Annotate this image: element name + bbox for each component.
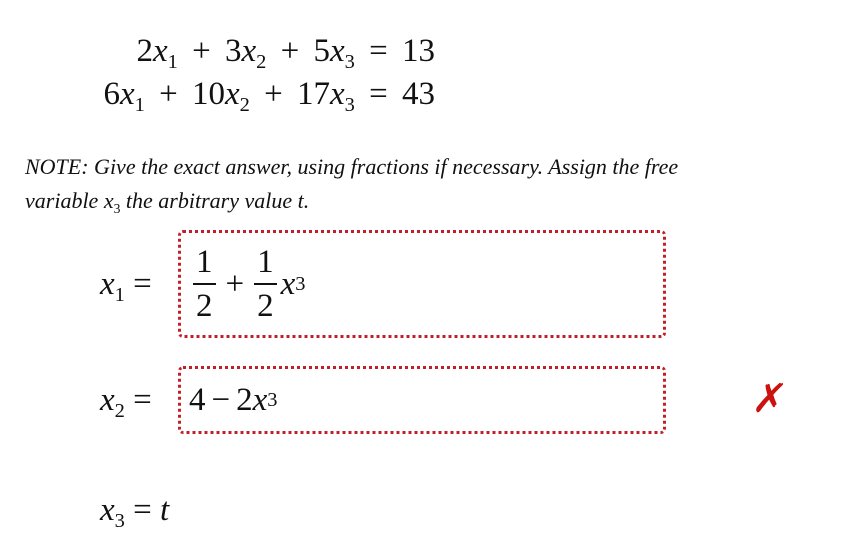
eq1-coef-1: 2 <box>136 33 153 69</box>
x3-label <box>100 492 170 533</box>
x2-label-sub: 2 <box>114 399 125 422</box>
eq2-equals: = <box>369 76 388 112</box>
x1-plus: + <box>225 265 245 302</box>
x1-fraction-1 <box>193 244 216 324</box>
x2-tail-var: x <box>252 381 268 418</box>
x1-tail-var: x <box>280 265 296 302</box>
eq2-sub-3: 3 <box>344 94 355 117</box>
x3-label-sub: 3 <box>114 510 125 533</box>
note-t: t <box>297 188 304 213</box>
eq2-op-2: + <box>264 76 283 112</box>
x2-label-var: x <box>100 381 115 418</box>
x1-equals: = <box>133 265 152 302</box>
note-text-suffix: the arbitrary value <box>120 188 298 213</box>
x2-constant: 4 <box>189 381 206 418</box>
note-line-1: NOTE: Give the exact answer, using fractions if necessary. Assign the free <box>25 154 679 179</box>
eq1-op-2: + <box>280 33 300 69</box>
x2-coefficient: 2 <box>236 381 253 418</box>
eq1-op-1: + <box>192 33 211 69</box>
eq2-sub-1: 1 <box>134 94 145 117</box>
equation-2 <box>90 73 435 116</box>
x2-label <box>100 381 178 422</box>
x1-label <box>100 265 178 306</box>
answer-row-x1 <box>100 230 666 338</box>
x1-expression: $\frac{1}{2}$ + $\frac{1}{2}$ x 3 <box>189 244 306 324</box>
x2-minus: − <box>211 381 231 418</box>
eq1-var-1: x <box>153 33 168 69</box>
x1-answer-field[interactable] <box>178 230 666 338</box>
x1-label-var: x <box>100 265 115 302</box>
x1-label-sub: 1 <box>114 283 125 306</box>
x1-fraction-2 <box>254 244 277 324</box>
x2-expression: 4 − 2 x 3 <box>189 381 278 418</box>
eq1-var-3: x <box>330 33 345 69</box>
note-text-prefix: variable <box>25 188 104 213</box>
eq1-coef-2: 3 <box>225 33 242 69</box>
answer-row-x2 <box>100 366 666 434</box>
eq2-coef-2: 10 <box>192 76 225 112</box>
x1-frac2-numerator: 1 <box>254 244 277 285</box>
eq1-sub-3: 3 <box>344 51 355 74</box>
equation-1 <box>90 30 435 73</box>
note-period: . <box>303 188 310 213</box>
note-var-sub: 3 <box>113 200 121 216</box>
eq2-op-1: + <box>159 76 178 112</box>
eq1-var-2: x <box>241 33 257 69</box>
eq2-rhs: 43 <box>402 76 435 112</box>
eq1-sub-1: 1 <box>167 51 178 74</box>
note-var: x <box>103 188 114 213</box>
eq1-equals: = <box>369 33 388 69</box>
eq2-coef-1: 6 <box>103 76 120 112</box>
note-line-2 <box>25 184 865 218</box>
x3-value: t <box>160 492 170 528</box>
instruction-note <box>25 150 865 218</box>
eq2-var-2: x <box>225 76 240 112</box>
eq1-rhs: 13 <box>402 33 435 69</box>
x2-answer-field[interactable] <box>178 366 666 434</box>
eq1-coef-3: 5 <box>313 33 330 69</box>
eq2-var-3: x <box>330 76 345 112</box>
x2-equals: = <box>133 381 152 418</box>
answer-row-x3 <box>100 492 170 533</box>
eq2-sub-2: 2 <box>239 94 250 117</box>
x1-frac1-numerator: 1 <box>193 244 216 285</box>
x3-label-var: x <box>100 492 115 528</box>
x1-frac1-denominator: 2 <box>196 288 213 324</box>
x3-equals: = <box>133 492 152 528</box>
eq2-coef-3: 17 <box>297 76 330 112</box>
x1-frac2-denominator: 2 <box>257 288 274 324</box>
eq1-sub-2: 2 <box>256 51 267 74</box>
incorrect-x-icon: ✗ <box>749 376 790 422</box>
equation-system <box>90 30 435 116</box>
eq2-var-1: x <box>120 76 135 112</box>
